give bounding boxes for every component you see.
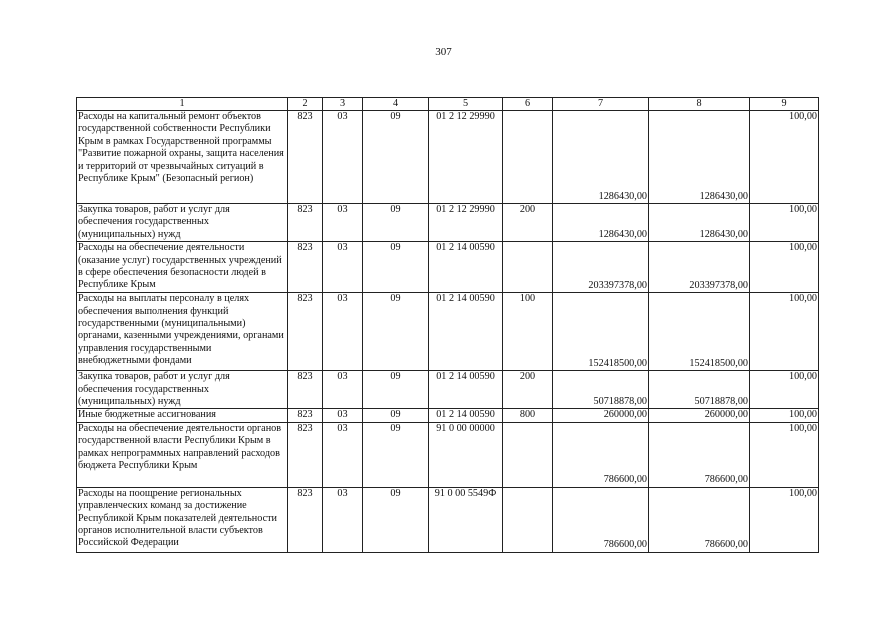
row-target-code: 01 2 12 29990 [429,111,503,204]
row-name: Расходы на обеспечение деятельности органов государственной власти Республики Крым в рамках непрограммных направлений расходов бюджета Республики Крым [77,422,288,487]
row-name: Расходы на обеспечение деятельности (оказание услуг) государственных учреждений в сфере обеспечения безопасности людей в Республике Крым [77,242,288,293]
row-target-code: 01 2 12 29990 [429,204,503,242]
row-amount-planned: 786600,00 [553,422,649,487]
page-number: 307 [435,46,452,58]
row-percent: 100,00 [750,293,819,371]
row-ministry-code: 823 [288,111,323,204]
row-subsection-code: 09 [363,204,429,242]
row-name: Иные бюджетные ассигнования [77,409,288,422]
row-subsection-code: 09 [363,371,429,409]
row-ministry-code: 823 [288,242,323,293]
row-amount-planned: 50718878,00 [553,371,649,409]
row-ministry-code: 823 [288,409,323,422]
row-percent: 100,00 [750,204,819,242]
table-row [77,371,819,409]
row-name: Расходы на поощрение региональных управленческих команд за достижение Республикой Крым показателей деятельности органов исполнительной власти субъектов Российской Федерации [77,487,288,552]
header-col-2: 2 [288,98,323,111]
row-expense-type: 100 [503,293,553,371]
row-section-code: 03 [323,111,363,204]
header-col-1: 1 [77,98,288,111]
header-col-9: 9 [750,98,819,111]
row-ministry-code: 823 [288,371,323,409]
row-amount-executed: 786600,00 [649,487,750,552]
row-subsection-code: 09 [363,111,429,204]
row-section-code: 03 [323,293,363,371]
row-section-code: 03 [323,371,363,409]
row-subsection-code: 09 [363,242,429,293]
row-amount-executed: 50718878,00 [649,371,750,409]
header-col-7: 7 [553,98,649,111]
row-ministry-code: 823 [288,487,323,552]
row-ministry-code: 823 [288,422,323,487]
row-section-code: 03 [323,409,363,422]
row-amount-executed: 1286430,00 [649,111,750,204]
row-amount-executed: 786600,00 [649,422,750,487]
row-name: Расходы на капитальный ремонт объектов государственной собственности Республики Крым в рамках Государственной программы "Развитие пожарной охраны, защита населения и территорий от чрезвычайных ситуаций в Республике Крым" (Безопасный регион) [77,111,288,204]
row-target-code: 01 2 14 00590 [429,371,503,409]
table-row [77,487,819,552]
row-section-code: 03 [323,242,363,293]
row-amount-executed: 203397378,00 [649,242,750,293]
row-target-code: 91 0 00 5549Ф [429,487,503,552]
row-target-code: 01 2 14 00590 [429,409,503,422]
table-row [77,422,819,487]
header-col-5: 5 [429,98,503,111]
row-percent: 100,00 [750,487,819,552]
row-amount-executed: 152418500,00 [649,293,750,371]
row-section-code: 03 [323,422,363,487]
row-amount-planned: 1286430,00 [553,111,649,204]
row-name: Расходы на выплаты персоналу в целях обеспечения выполнения функций государственными (муниципальными) органами, казенными учреждениями, органами управления государственными внебюджетными фондами [77,293,288,371]
row-subsection-code: 09 [363,293,429,371]
table-row [77,242,819,293]
table-row [77,293,819,371]
row-percent: 100,00 [750,409,819,422]
row-amount-executed: 1286430,00 [649,204,750,242]
row-amount-planned: 1286430,00 [553,204,649,242]
row-amount-planned: 203397378,00 [553,242,649,293]
header-col-4: 4 [363,98,429,111]
row-subsection-code: 09 [363,487,429,552]
row-expense-type: 800 [503,409,553,422]
row-ministry-code: 823 [288,204,323,242]
row-ministry-code: 823 [288,293,323,371]
header-col-3: 3 [323,98,363,111]
row-name: Закупка товаров, работ и услуг для обеспечения государственных (муниципальных) нужд [77,371,288,409]
row-expense-type [503,422,553,487]
row-name: Закупка товаров, работ и услуг для обеспечения государственных (муниципальных) нужд [77,204,288,242]
row-target-code: 91 0 00 00000 [429,422,503,487]
header-col-6: 6 [503,98,553,111]
table-row [77,204,819,242]
row-subsection-code: 09 [363,409,429,422]
row-amount-executed: 260000,00 [649,409,750,422]
row-expense-type: 200 [503,204,553,242]
budget-table [76,97,819,553]
row-expense-type [503,111,553,204]
row-amount-planned: 260000,00 [553,409,649,422]
row-target-code: 01 2 14 00590 [429,242,503,293]
row-percent: 100,00 [750,111,819,204]
row-target-code: 01 2 14 00590 [429,293,503,371]
row-percent: 100,00 [750,371,819,409]
row-percent: 100,00 [750,422,819,487]
row-amount-planned: 786600,00 [553,487,649,552]
row-amount-planned: 152418500,00 [553,293,649,371]
row-section-code: 03 [323,487,363,552]
table-row [77,111,819,204]
header-col-8: 8 [649,98,750,111]
row-expense-type [503,242,553,293]
row-expense-type: 200 [503,371,553,409]
table-row [77,409,819,422]
row-expense-type [503,487,553,552]
row-subsection-code: 09 [363,422,429,487]
row-section-code: 03 [323,204,363,242]
table-header-row [77,98,819,111]
row-percent: 100,00 [750,242,819,293]
